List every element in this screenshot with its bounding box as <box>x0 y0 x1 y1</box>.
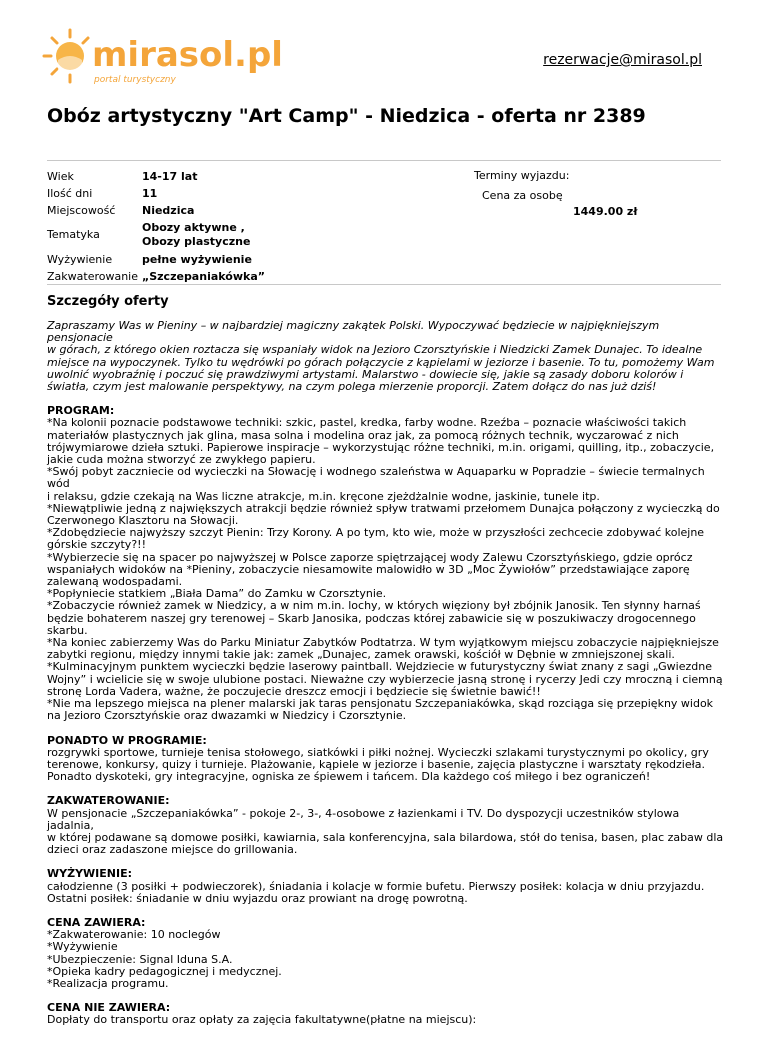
program-line: Czerwonego Klasztoru na Słowacji. <box>47 514 239 528</box>
price-includes-line: *Zakwaterowanie: 10 noclegów <box>47 928 221 942</box>
meals-section <box>47 868 727 905</box>
intro-line: Zapraszamy Was w Pieniny – w najbardziej magiczny zakątek Polski. Wypoczywać będziecie w najpiękniejszym pensjonacie <box>47 319 660 345</box>
lodging-line: dzieci oraz zadaszone miejsce do grillowania. <box>47 843 298 857</box>
program-line: materiałów plastycznych jak glina, masa solna i modelina oraz jak, za pomocą różnych technik, wyczarować z nich <box>47 428 679 442</box>
program-line: *Nie ma lepszego miejsca na plener malarski jak taras pensjonatu Szczepaniakówka, skąd rozciąga się przepiękny widok <box>47 697 714 711</box>
program-line: *Swój pobyt zaczniecie od wycieczki na Słowację i wodnego szaleństwa w Aquaparku w Popradzie – świecie termalnych wód <box>47 465 705 491</box>
price-includes-line: *Realizacja programu. <box>47 976 169 990</box>
param-row <box>47 219 447 251</box>
price-includes-heading: CENA ZAWIERA: <box>47 915 146 929</box>
lodging-heading: ZAKWATEROWANIE: <box>47 794 170 808</box>
program-line: skarbu. <box>47 623 88 637</box>
details-section-title: Szczegóły oferty <box>47 294 169 309</box>
program-line: stronę Lorda Vadera, ważne, że poczujecie dreszcz emocji i będziecie się świetnie bawić!! <box>47 684 541 698</box>
param-label: Ilość dni <box>47 186 93 200</box>
param-value: 11 <box>142 186 158 200</box>
extra-program-line: rozgrywki sportowe, turnieje tenisa stołowego, siatkówki i piłki nożnej. Wycieczki szlakami turystycznymi po okolicy, gry <box>47 745 709 759</box>
price-value: 1449.00 zł <box>573 205 638 218</box>
program-line: *Popłyniecie statkiem „Biała Dama” do Zamku w Czorsztynie. <box>47 587 387 601</box>
program-line: *Wybierzecie się na spacer po najwyższej w Polsce zaporze spiętrzającej wody Zalewu Czorsztyńskiego, gdzie oprócz <box>47 550 693 564</box>
program-line: Wojny” i wcielicie się w swoje ulubione postaci. Nieważne czy wybierzecie jasną stronę i rycerzy Jedi czy mroczną i ciemną <box>47 672 723 686</box>
param-label: Wiek <box>47 169 74 183</box>
lodging-line: w której podawane są domowe posiłki, kawiarnia, sala konferencyjna, sala bilardowa, stół do tenisa, basen, plac zabaw dla <box>47 830 724 844</box>
lodging-line: W pensjonacie „Szczepaniakówka” - pokoje 2-, 3-, 4-osobowe z łazienkami i TV. Do dyspozycji uczestników stylowa jadalnia, <box>47 806 680 832</box>
sun-icon <box>44 30 88 82</box>
mirasol-logo[interactable] <box>42 26 282 88</box>
price-label: Cena za osobę <box>482 189 563 202</box>
offer-details <box>47 320 727 1039</box>
program-line: *Niewątpliwie jedną z największych atrakcji będzie również spływ tratwami przełomem Dunajca połączony z wycieczką do <box>47 501 720 515</box>
lodging-section <box>47 795 727 856</box>
param-row <box>47 251 447 268</box>
param-value-line: Obozy plastyczne <box>142 235 251 248</box>
program-line: trójwymiarowe dzieła sztuki. Papierowe inspiracje – wykorzystując różne techniki, m.in. origami, quilling, itp., zobaczycie, <box>47 440 715 454</box>
price-excludes-line: Dopłaty do transportu oraz opłaty za zajęcia fakultatywne(płatne na miejscu): <box>47 1013 477 1027</box>
meals-line: całodzienne (3 posiłki + podwieczorek), śniadania i kolacje w formie bufetu. Pierwszy posiłek: kolacja w dniu przyjazdu. <box>47 879 705 893</box>
price-excludes-heading: CENA NIE ZAWIERA: <box>47 1001 171 1015</box>
program-line: będzie bohaterem naszej gry terenowej – Skarb Janosika, podczas której zabawicie się w poszukiwaczy drogocennego <box>47 611 696 625</box>
param-row <box>47 185 447 202</box>
program-line: górskie szczyty?!! <box>47 538 146 552</box>
program-line: wspaniałych widoków na *Pieniny, zobaczycie niesamowite malowidło w 3D „Moc Żywiołów” przedstawiające zaporę <box>47 562 690 576</box>
extra-program-section <box>47 735 727 784</box>
param-value: „Szczepaniakówka” <box>142 269 265 283</box>
offer-params-table <box>47 168 447 285</box>
param-label: Zakwaterowanie <box>47 269 139 283</box>
price-includes-line: *Opieka kadry pedagogicznej i medycznej. <box>47 964 282 978</box>
param-row <box>47 168 447 185</box>
param-label: Wyżywienie <box>47 252 113 266</box>
param-value <box>142 219 447 251</box>
program-line: zabytki regionu, między innymi takie jak: zamek „Dunajec, zamek orawski, kościół w Dębnie w zmniejszonej skali. <box>47 648 675 662</box>
meals-line: Ostatni posiłek: śniadanie w dniu wyjazdu oraz prowiant na drogę powrotną. <box>47 891 468 905</box>
divider <box>47 284 721 285</box>
program-line: i relaksu, gdzie czekają na Was liczne atrakcje, m.in. kręcone zjeżdżalnie wodne, jaskinie, tunele itp. <box>47 489 600 503</box>
logo-tagline: portal turystyczny <box>94 75 176 85</box>
param-value: Niedzica <box>142 203 195 217</box>
program-line: *Na koniec zabierzemy Was do Parku Miniatur Zabytków Podtatrza. W tym wyjątkowym miejscu zobaczycie najpiękniejsze <box>47 636 719 650</box>
logo-text: mirasol.pl <box>92 35 283 75</box>
param-value: 14-17 lat <box>142 169 198 183</box>
page-title: Obóz artystyczny "Art Camp" - Niedzica - oferta nr 2389 <box>47 105 646 127</box>
extra-program-line: terenowe, konkursy, quizy i turnieje. Plażowanie, kąpiele w jeziorze i basenie, zajęcia plastyczne i warsztaty rękodzieła. <box>47 757 705 771</box>
param-label: Miejscowość <box>47 203 116 217</box>
program-line: na Jezioro Czorsztyńskie oraz dwazamki w Niedzicy i Czorsztynie. <box>47 709 407 723</box>
departure-terms-label: Terminy wyjazdu: <box>474 169 570 182</box>
program-line: *Zobaczycie również zamek w Niedzicy, a w nim m.in. lochy, w których więziony był zbójnik Janosik. Ten słynny harnaś <box>47 599 701 613</box>
divider <box>47 160 721 161</box>
page-header <box>0 0 768 100</box>
program-line: *Zdobędziecie najwyższy szczyt Pienin: Trzy Korony. A po tym, kto wie, może w przyszłości zechcecie zdobywać kolejne <box>47 526 705 540</box>
param-label: Tematyka <box>47 228 100 241</box>
extra-program-heading: PONADTO W PROGRAMIE: <box>47 733 207 747</box>
program-line: jakie cuda można stworzyć ze zwykłego papieru. <box>47 453 316 467</box>
extra-program-line: Ponadto dyskoteki, gry integracyjne, ogniska ze śpiewem i tańcem. Dla każdego coś miłego i bez ograniczeń! <box>47 770 651 784</box>
intro-paragraph <box>47 320 727 393</box>
intro-line: światła, czym jest malowanie perspektywy, na czym polega mierzenie proporcji. Zatem dołącz do nas już dziś! <box>47 380 657 394</box>
program-line: zalewaną wodospadami. <box>47 575 183 589</box>
price-includes-line: *Ubezpieczenie: Signal Iduna S.A. <box>47 952 233 966</box>
param-row <box>47 268 447 285</box>
price-excludes-section <box>47 1002 727 1026</box>
intro-line: w górach, z którego okien roztacza się wspaniały widok na Jezioro Czorsztyńskie i Niedzicki Zamek Dunajec. To idealne <box>47 343 703 357</box>
program-section <box>47 405 727 722</box>
program-line: *Na kolonii poznacie podstawowe techniki: szkic, pastel, kredka, farby wodne. Rzeźba – poznacie właściwości takich <box>47 416 687 430</box>
intro-line: uwolnić wyobraźnię i poczuć się prawdziwymi artystami. Malarstwo - dowiecie się, jakie są zasady doboru kolorów i <box>47 367 684 381</box>
intro-line: miejsce na wypoczynek. Tylko tu wędrówki po górach połączycie z kąpielami w jeziorze i basenie. To tu, pomożemy Wam <box>47 355 715 369</box>
price-includes-section <box>47 917 727 990</box>
meals-heading: WYŻYWIENIE: <box>47 867 132 881</box>
price-includes-line: *Wyżywienie <box>47 940 118 954</box>
program-line: *Kulminacyjnym punktem wycieczki będzie laserowy paintball. Wejdziecie w futurystyczny świat znany z sagi „Gwiezdne <box>47 660 712 674</box>
param-value-line: Obozy aktywne , <box>142 221 245 234</box>
param-row <box>47 202 447 219</box>
email-link[interactable]: rezerwacje@mirasol.pl <box>543 52 702 68</box>
param-value: pełne wyżywienie <box>142 252 252 266</box>
program-heading: PROGRAM: <box>47 404 115 418</box>
